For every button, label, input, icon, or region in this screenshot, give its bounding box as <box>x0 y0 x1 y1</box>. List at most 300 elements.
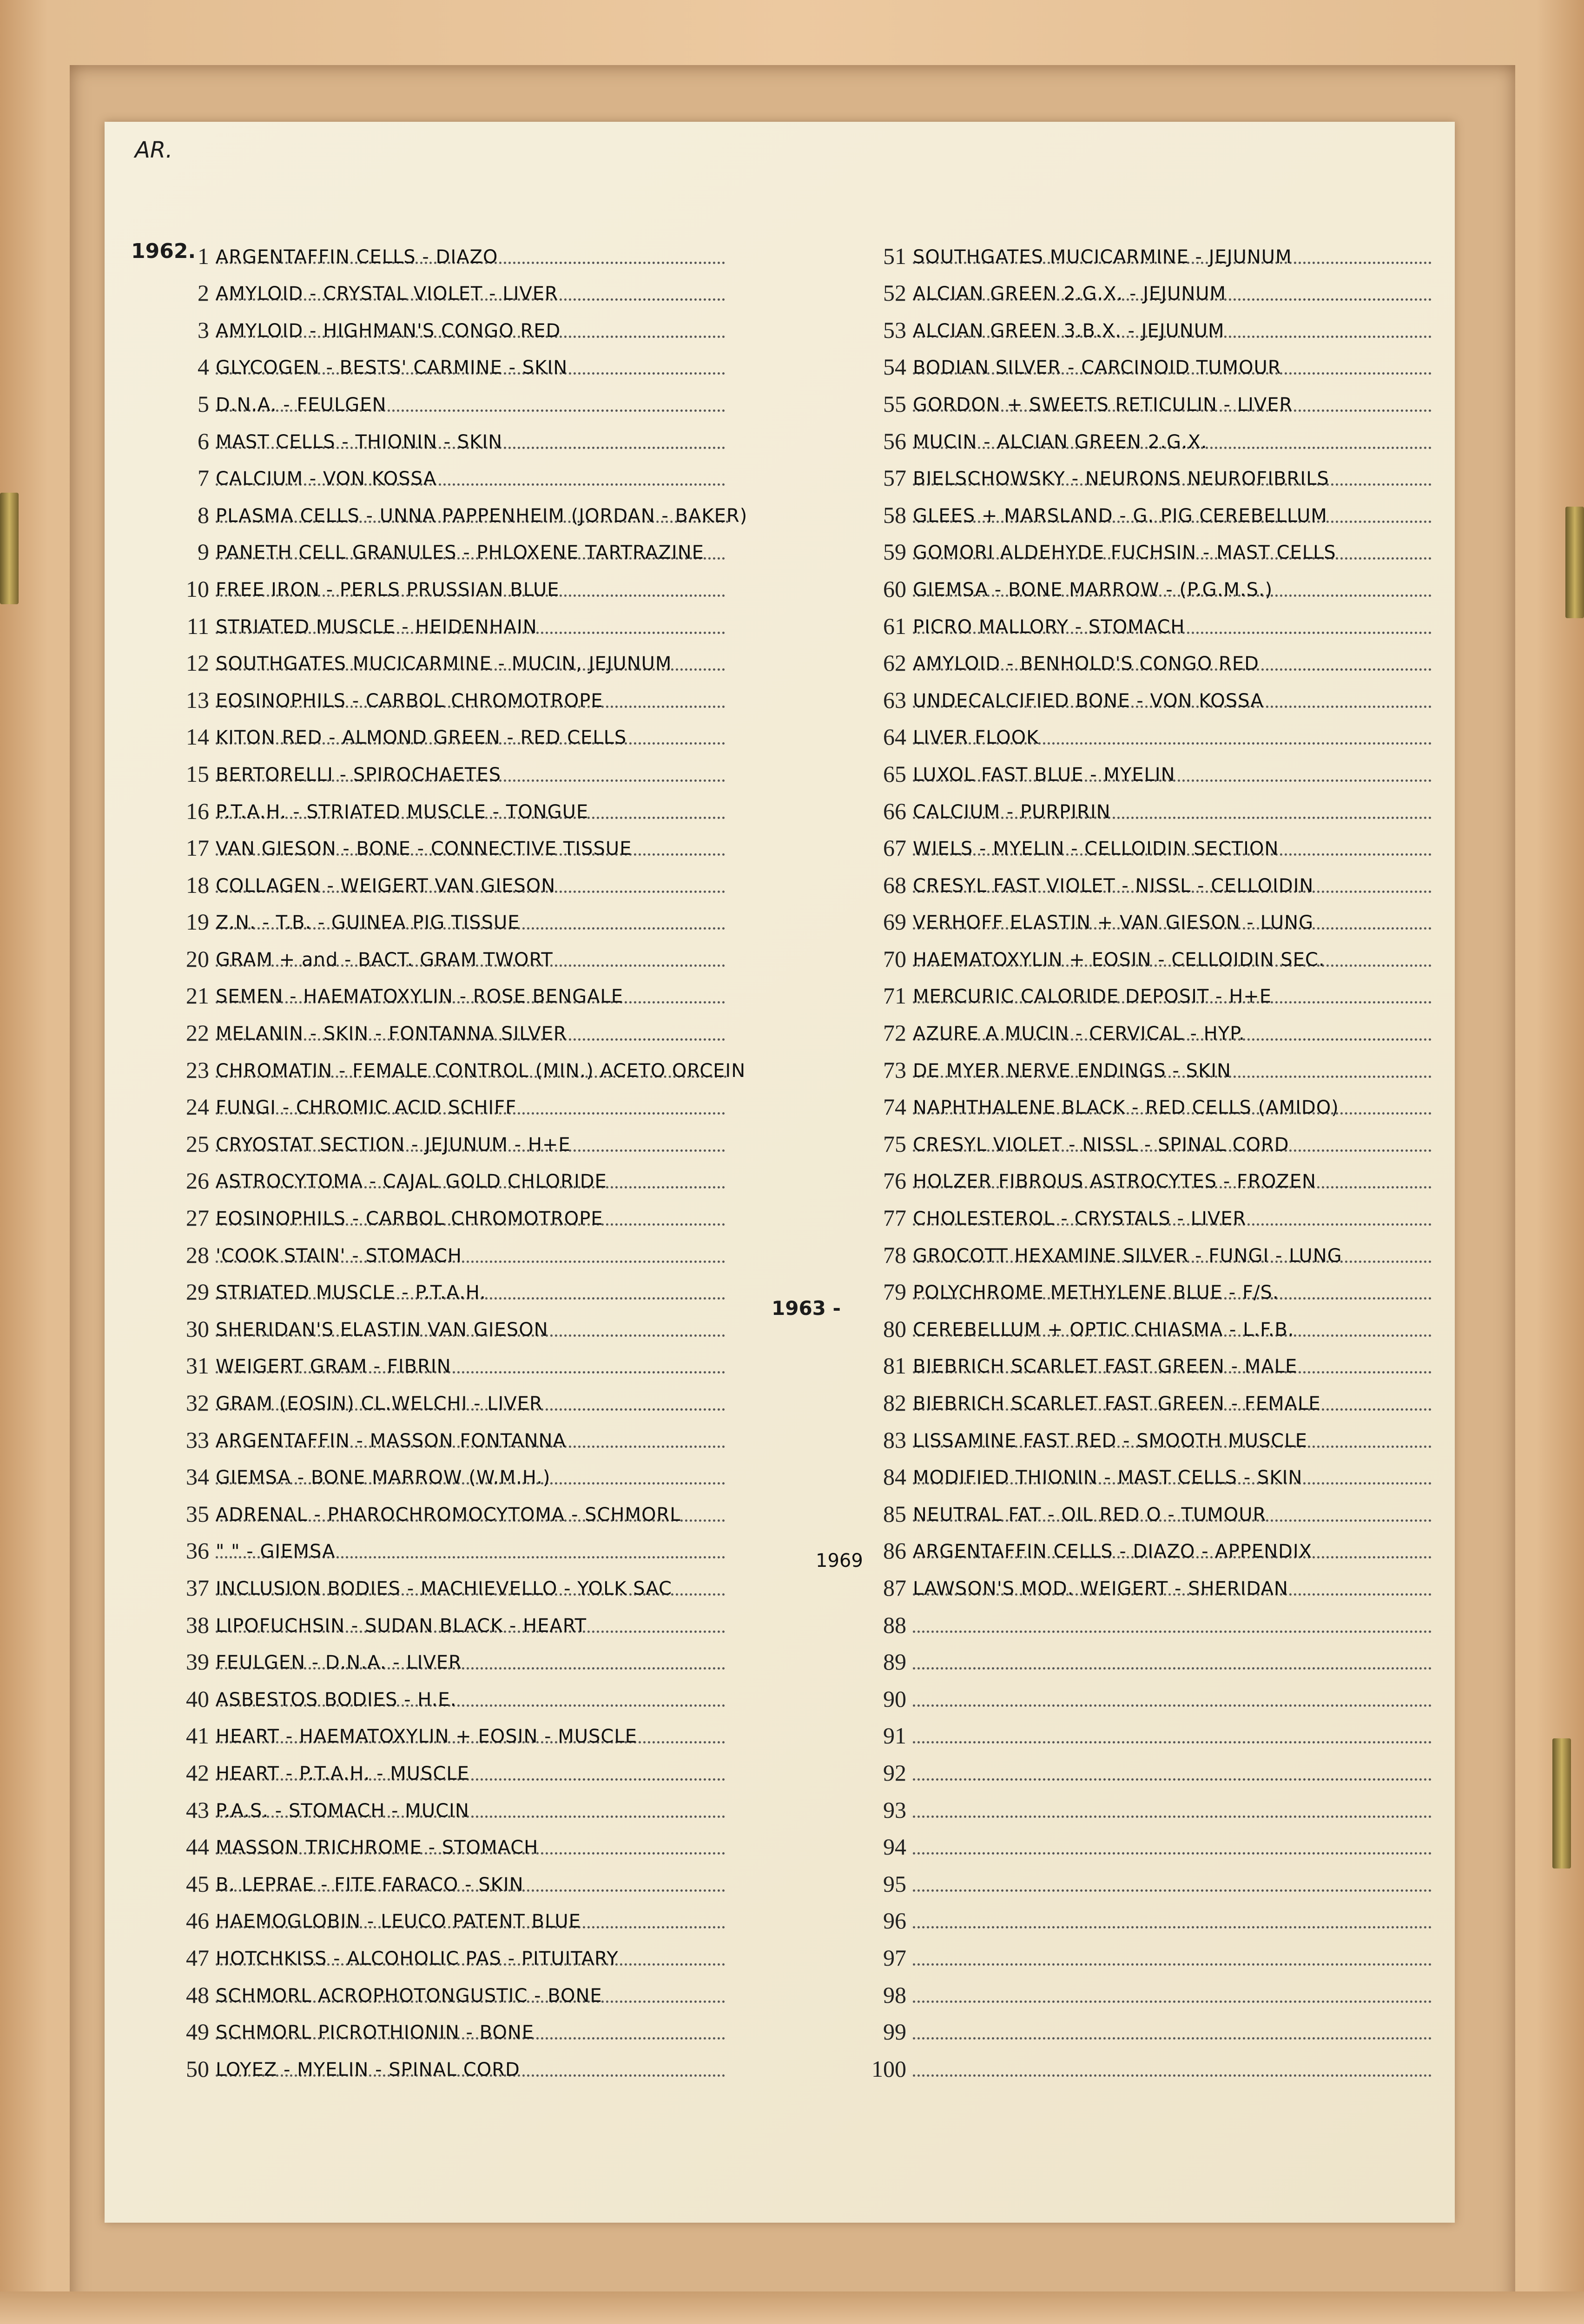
entry-line <box>216 1786 744 1823</box>
entry-line <box>913 1638 1450 1676</box>
entry-number: 82 <box>883 1390 906 1416</box>
entry-line <box>216 935 744 972</box>
list-item <box>837 306 1450 343</box>
year-1963-label: 1963 - <box>772 1297 841 1320</box>
entry-text: POLYCHROME METHYLENE BLUE - F/S. <box>913 1282 1279 1304</box>
entry-number: 61 <box>883 613 906 639</box>
entry-line <box>216 787 744 825</box>
entry-text: ASBESTOS BODIES - H.E. <box>216 1689 457 1710</box>
entry-text: ALCIAN GREEN 2.G.X. - JEJUNUM <box>913 283 1227 305</box>
entry-number: 86 <box>883 1538 906 1564</box>
list-item <box>837 1638 1450 1676</box>
right-hinge-icon <box>1565 507 1584 618</box>
entry-number: 10 <box>186 575 209 602</box>
entry-number: 63 <box>883 687 906 713</box>
list-item <box>837 1490 1450 1527</box>
entry-line <box>216 602 744 640</box>
list-item <box>837 565 1450 602</box>
entry-number: 45 <box>186 1870 209 1897</box>
list-item <box>837 1305 1450 1342</box>
list-item <box>139 1379 744 1416</box>
list-item <box>837 455 1450 492</box>
entry-line <box>216 528 744 566</box>
entry-text: EOSINOPHILS - CARBOL CHROMOTROPE <box>216 1208 603 1230</box>
list-item <box>139 1305 744 1342</box>
entry-line <box>913 306 1450 343</box>
dotted-rule <box>913 2000 1432 2003</box>
entry-number: 22 <box>186 1020 209 1046</box>
entry-line <box>216 1268 744 1306</box>
entry-number: 70 <box>883 945 906 972</box>
entry-line <box>913 1416 1450 1453</box>
dotted-rule <box>913 1963 1432 1966</box>
entry-text: HAEMOGLOBIN - LEUCO PATENT BLUE <box>216 1911 581 1933</box>
entry-line <box>216 1527 744 1565</box>
entry-line <box>216 1971 744 2008</box>
entry-line <box>913 2008 1450 2046</box>
entry-line <box>913 417 1450 455</box>
list-item <box>139 1971 744 2008</box>
left-hinge-icon <box>0 493 19 604</box>
entry-text: ADRENAL - PHAROCHROMOCYTOMA - SCHMORL <box>216 1504 681 1525</box>
entry-line <box>913 1601 1450 1638</box>
entry-line <box>216 270 744 307</box>
entry-number: 56 <box>883 428 906 454</box>
entry-line <box>913 565 1450 602</box>
entry-line <box>216 2008 744 2046</box>
entry-line <box>216 713 744 751</box>
entry-line <box>216 1638 744 1676</box>
entry-text: GROCOTT HEXAMINE SILVER - FUNGI - LUNG <box>913 1245 1342 1267</box>
entry-line <box>913 232 1450 270</box>
list-item <box>837 1860 1450 1897</box>
entry-number: 28 <box>186 1241 209 1268</box>
entry-line <box>216 972 744 1010</box>
entry-text: BIEBRICH SCARLET FAST GREEN - FEMALE <box>913 1393 1321 1414</box>
entry-number: 38 <box>186 1611 209 1638</box>
entry-number: 100 <box>871 2055 906 2082</box>
dotted-rule <box>913 2074 1432 2077</box>
dotted-rule <box>913 1852 1432 1855</box>
entry-number: 8 <box>198 502 209 528</box>
entry-text: VERHOFF ELASTIN + VAN GIESON - LUNG <box>913 912 1314 934</box>
list-item <box>837 1194 1450 1231</box>
list-item <box>139 1416 744 1453</box>
entry-text: CRESYL FAST VIOLET - NISSL - CELLOIDIN <box>913 875 1314 897</box>
entry-number: 50 <box>186 2055 209 2082</box>
entry-number: 39 <box>186 1649 209 1675</box>
list-item <box>139 1268 744 1306</box>
entry-text: BERTORELLI - SPIROCHAETES <box>216 764 502 786</box>
entry-number: 95 <box>883 1870 906 1897</box>
entry-number: 52 <box>883 280 906 306</box>
entry-line <box>216 676 744 713</box>
list-item <box>139 972 744 1010</box>
entry-number: 20 <box>186 945 209 972</box>
entry-line <box>913 1527 1450 1565</box>
entry-number: 37 <box>186 1574 209 1601</box>
entry-text: SCHMORL ACROPHOTONGUSTIC - BONE <box>216 1985 602 2007</box>
entry-line <box>216 1564 744 1601</box>
entry-line <box>913 380 1450 417</box>
list-item <box>139 787 744 825</box>
entry-text: EOSINOPHILS - CARBOL CHROMOTROPE <box>216 690 603 712</box>
entry-number: 46 <box>186 1908 209 1934</box>
entry-line <box>216 417 744 455</box>
entry-number: 1 <box>198 243 209 269</box>
entry-number: 81 <box>883 1353 906 1379</box>
list-item <box>139 2045 744 2082</box>
entry-line <box>913 825 1450 862</box>
list-item <box>139 1934 744 1971</box>
list-item <box>837 2045 1450 2082</box>
entry-text: WEIGERT GRAM - FIBRIN <box>216 1356 451 1378</box>
entry-text: COLLAGEN - WEIGERT VAN GIESON <box>216 875 556 897</box>
list-item <box>139 343 744 381</box>
entry-number: 5 <box>198 390 209 417</box>
list-item <box>139 455 744 492</box>
entry-line <box>913 1194 1450 1231</box>
entry-line <box>913 640 1450 677</box>
entry-line <box>913 1120 1450 1157</box>
entry-text: ARGENTAFFIN CELLS - DIAZO - APPENDIX <box>913 1541 1313 1563</box>
entry-number: 16 <box>186 798 209 824</box>
entry-number: 88 <box>883 1611 906 1638</box>
entry-text: MAST CELLS - THIONIN - SKIN <box>216 431 503 453</box>
entry-number: 34 <box>186 1464 209 1490</box>
entry-text: FUNGI - CHROMIC ACID SCHIFF <box>216 1097 517 1119</box>
entry-line <box>216 1453 744 1491</box>
entry-text: GIEMSA - BONE MARROW - (P.G.M.S.) <box>913 579 1273 601</box>
list-item <box>837 491 1450 528</box>
list-item <box>837 2008 1450 2046</box>
list-item <box>837 1453 1450 1491</box>
entry-text: GIEMSA - BONE MARROW (W.M.H.) <box>216 1467 551 1489</box>
entry-text: P.T.A.H. - STRIATED MUSCLE - TONGUE <box>216 801 589 823</box>
entry-line <box>913 455 1450 492</box>
entry-line <box>216 1601 744 1638</box>
list-item <box>837 1971 1450 2008</box>
entry-number: 92 <box>883 1759 906 1786</box>
entry-text: SCHMORL PICROTHIONIN - BONE <box>216 2022 535 2044</box>
entry-number: 98 <box>883 1981 906 2008</box>
dotted-rule <box>913 1631 1432 1633</box>
list-item <box>837 270 1450 307</box>
list-item <box>139 1009 744 1046</box>
entry-number: 58 <box>883 502 906 528</box>
entry-text: LUXOL FAST BLUE - MYELIN <box>913 764 1175 786</box>
entry-line <box>913 750 1450 787</box>
entry-line <box>913 1157 1450 1195</box>
entry-text: " " - GIEMSA <box>216 1541 336 1563</box>
entry-text: DE MYER NERVE ENDINGS - SKIN <box>913 1060 1231 1082</box>
list-item <box>139 1194 744 1231</box>
entry-line <box>913 1897 1450 1934</box>
list-item <box>837 1046 1450 1083</box>
entry-text: GLYCOGEN - BESTS' CARMINE - SKIN <box>216 357 568 379</box>
entry-text: UNDECALCIFIED BONE - VON KOSSA <box>913 690 1264 712</box>
list-item <box>837 1120 1450 1157</box>
entry-line <box>216 1157 744 1195</box>
list-item <box>139 676 744 713</box>
entry-line <box>216 1860 744 1897</box>
list-item <box>139 1638 744 1676</box>
initials: AR. <box>135 137 173 163</box>
entry-line <box>216 1934 744 1971</box>
list-item <box>139 1120 744 1157</box>
entry-line <box>216 1083 744 1121</box>
list-item <box>837 380 1450 417</box>
list-item <box>139 1823 744 1861</box>
entry-number: 51 <box>883 243 906 269</box>
entry-line <box>913 528 1450 566</box>
list-item <box>837 1934 1450 1971</box>
entry-number: 26 <box>186 1168 209 1194</box>
entry-text: MERCURIC CALORIDE DEPOSIT - H+E <box>913 986 1272 1008</box>
entry-number: 72 <box>883 1020 906 1046</box>
entry-line <box>216 343 744 381</box>
list-item <box>139 1046 744 1083</box>
entry-text: AMYLOID - BENHOLD'S CONGO RED <box>913 653 1259 675</box>
list-item <box>139 1527 744 1565</box>
entry-text: NAPHTHALENE BLACK - RED CELLS (AMIDO) <box>913 1097 1339 1119</box>
entry-line <box>913 1564 1450 1601</box>
list-item <box>837 713 1450 751</box>
entry-line <box>913 1342 1450 1380</box>
list-item <box>139 306 744 343</box>
year-1962-label: 1962. <box>131 239 196 263</box>
entry-number: 27 <box>186 1205 209 1231</box>
entry-number: 3 <box>198 317 209 343</box>
entry-number: 30 <box>186 1315 209 1342</box>
entry-line <box>913 787 1450 825</box>
list-item <box>139 380 744 417</box>
entry-text: AMYLOID - CRYSTAL VIOLET - LIVER <box>216 283 558 305</box>
list-item <box>837 1564 1450 1601</box>
entry-number: 85 <box>883 1500 906 1527</box>
list-item <box>139 898 744 936</box>
entry-number: 47 <box>186 1944 209 1971</box>
entry-number: 77 <box>883 1205 906 1231</box>
entry-number: 91 <box>883 1723 906 1749</box>
entry-text: LIVER FLOOK <box>913 727 1039 749</box>
entry-line <box>216 1231 744 1268</box>
entry-number: 15 <box>186 760 209 787</box>
dotted-rule <box>913 1704 1432 1707</box>
entry-line <box>216 1712 744 1750</box>
entry-text: HOLZER FIBROUS ASTROCYTES - FROZEN <box>913 1171 1316 1193</box>
right-lower-hinge-icon <box>1552 1738 1571 1868</box>
list-item <box>139 232 744 270</box>
entry-number: 21 <box>186 983 209 1009</box>
entry-line <box>216 2045 744 2082</box>
entry-line <box>913 1823 1450 1861</box>
entry-line <box>913 491 1450 528</box>
entry-text: LISSAMINE FAST RED - SMOOTH MUSCLE <box>913 1430 1307 1452</box>
entry-line <box>913 1305 1450 1342</box>
entry-text: MELANIN - SKIN - FONTANNA SILVER <box>216 1023 567 1045</box>
entry-line <box>913 1083 1450 1121</box>
entry-line <box>913 270 1450 307</box>
list-item <box>139 1786 744 1823</box>
dotted-rule <box>913 1778 1432 1781</box>
entry-number: 69 <box>883 909 906 935</box>
entry-line <box>216 1194 744 1231</box>
entry-line <box>913 898 1450 936</box>
entry-number: 14 <box>186 724 209 750</box>
entry-number: 36 <box>186 1538 209 1564</box>
list-item <box>139 417 744 455</box>
entry-number: 71 <box>883 983 906 1009</box>
entry-text: ASTROCYTOMA - CAJAL GOLD CHLORIDE <box>216 1171 607 1193</box>
list-item <box>139 565 744 602</box>
entry-line <box>913 602 1450 640</box>
entry-line <box>216 1120 744 1157</box>
entry-number: 94 <box>883 1834 906 1860</box>
list-item <box>139 1157 744 1195</box>
entry-number: 23 <box>186 1056 209 1083</box>
entry-number: 40 <box>186 1685 209 1712</box>
list-item <box>837 1157 1450 1195</box>
entry-number: 33 <box>186 1426 209 1453</box>
entry-line <box>216 491 747 528</box>
list-item <box>837 1712 1450 1750</box>
entry-line <box>216 455 744 492</box>
list-item <box>837 1675 1450 1712</box>
entry-text: BIELSCHOWSKY - NEURONS NEUROFIBRILS <box>913 468 1329 490</box>
list-item <box>837 1379 1450 1416</box>
entry-text: FREE IRON - PERLS PRUSSIAN BLUE <box>216 579 560 601</box>
entry-number: 93 <box>883 1796 906 1823</box>
entry-number: 11 <box>186 613 209 639</box>
list-item <box>837 1416 1450 1453</box>
entry-text: AMYLOID - HIGHMAN'S CONGO RED <box>216 320 561 342</box>
list-item <box>139 2008 744 2046</box>
margin-note-1969: 1969 <box>816 1550 863 1571</box>
entry-number: 83 <box>883 1426 906 1453</box>
entry-number: 48 <box>186 1981 209 2008</box>
list-item <box>837 750 1450 787</box>
entry-text: CHROMATIN - FEMALE CONTROL (MIN.) ACETO ORCEIN <box>216 1060 746 1082</box>
entry-number: 74 <box>883 1094 906 1120</box>
entry-number: 67 <box>883 835 906 861</box>
list-item <box>837 1083 1450 1121</box>
entry-number: 87 <box>883 1574 906 1601</box>
entry-number: 35 <box>186 1500 209 1527</box>
entry-number: 24 <box>186 1094 209 1120</box>
list-item <box>837 1527 1450 1565</box>
dotted-rule <box>913 1816 1432 1818</box>
entry-text: MUCIN - ALCIAN GREEN 2.G.X. <box>913 431 1208 453</box>
dotted-rule <box>913 1741 1432 1743</box>
list-item <box>139 1342 744 1380</box>
entry-line <box>216 861 744 898</box>
entry-text: CRESYL VIOLET - NISSL - SPINAL CORD <box>913 1134 1289 1155</box>
entry-number: 79 <box>883 1279 906 1305</box>
entry-text: CALCIUM - PURPIRIN <box>913 801 1111 823</box>
entry-number: 44 <box>186 1834 209 1860</box>
list-item <box>139 640 744 677</box>
entry-number: 65 <box>883 760 906 787</box>
entry-number: 99 <box>883 2019 906 2045</box>
entry-line <box>216 232 744 270</box>
entry-number: 41 <box>186 1723 209 1749</box>
entry-text: HAEMATOXYLIN + EOSIN - CELLOIDIN SEC. <box>913 949 1325 971</box>
entry-number: 59 <box>883 539 906 565</box>
entry-text: STRIATED MUSCLE - HEIDENHAIN <box>216 616 537 638</box>
list-item <box>837 1601 1450 1638</box>
entry-line <box>216 1305 744 1342</box>
entry-text: AZURE A MUCIN - CERVICAL - HYP. <box>913 1023 1245 1045</box>
entry-text: PLASMA CELLS - UNNA PAPPENHEIM (JORDAN - BAKER) <box>216 505 748 527</box>
entry-line <box>913 713 1450 751</box>
entry-text: SEMEN - HAEMATOXYLIN - ROSE BENGALE <box>216 986 623 1008</box>
entry-number: 66 <box>883 798 906 824</box>
entry-text: LOYEZ - MYELIN - SPINAL CORD <box>216 2059 520 2080</box>
entry-number: 13 <box>186 687 209 713</box>
entry-line <box>216 825 744 862</box>
list-item <box>837 1749 1450 1786</box>
dotted-rule <box>913 2037 1432 2040</box>
entry-number: 4 <box>198 354 209 380</box>
entry-line <box>913 1860 1450 1897</box>
list-item <box>837 676 1450 713</box>
entry-line <box>216 1379 744 1416</box>
entry-line <box>913 343 1450 381</box>
entry-text: STRIATED MUSCLE - P.T.A.H. <box>216 1282 486 1304</box>
list-item <box>139 1749 744 1786</box>
entry-text: ARGENTAFFIN - MASSON FONTANNA <box>216 1430 566 1452</box>
entry-number: 73 <box>883 1056 906 1083</box>
entry-line <box>216 1342 744 1380</box>
entry-number: 80 <box>883 1315 906 1342</box>
list-item <box>139 1601 744 1638</box>
dotted-rule <box>913 1926 1432 1928</box>
entry-text: MODIFIED THIONIN - MAST CELLS - SKIN <box>913 1467 1303 1489</box>
entry-line <box>216 1675 744 1712</box>
list-item <box>139 825 744 862</box>
entry-text: HEART - HAEMATOXYLIN + EOSIN - MUSCLE <box>216 1726 637 1748</box>
entry-line <box>913 1379 1450 1416</box>
entry-text: LIPOFUCHSIN - SUDAN BLACK - HEART <box>216 1615 587 1637</box>
list-item <box>139 1490 744 1527</box>
entry-text: KITON RED - ALMOND GREEN - RED CELLS <box>216 727 627 749</box>
entry-number: 60 <box>883 575 906 602</box>
list-item <box>837 1231 1450 1268</box>
list-item <box>139 935 744 972</box>
entry-number: 42 <box>186 1759 209 1786</box>
entry-text: GRAM (EOSIN) CL.WELCHI - LIVER <box>216 1393 543 1414</box>
entry-text: FEULGEN - D.N.A. - LIVER <box>216 1652 462 1674</box>
entry-line <box>913 1490 1450 1527</box>
entry-line <box>913 861 1450 898</box>
entry-text: PANETH CELL GRANULES - PHLOXENE TARTRAZINE <box>216 542 704 564</box>
entry-text: D.N.A. - FEULGEN <box>216 394 387 416</box>
list-item <box>837 935 1450 972</box>
list-item <box>837 602 1450 640</box>
list-item <box>837 972 1450 1010</box>
entry-line <box>913 1934 1450 1971</box>
entry-text: CHOLESTEROL - CRYSTALS - LIVER <box>913 1208 1247 1230</box>
list-item <box>139 1453 744 1491</box>
left-column <box>139 232 748 2082</box>
entry-text: Z.N. - T.B. - GUINEA PIG TISSUE <box>216 912 520 934</box>
entry-number: 90 <box>883 1685 906 1712</box>
list-item <box>837 1897 1450 1934</box>
list-item <box>837 417 1450 455</box>
list-item <box>837 343 1450 381</box>
list-item <box>139 1712 744 1750</box>
